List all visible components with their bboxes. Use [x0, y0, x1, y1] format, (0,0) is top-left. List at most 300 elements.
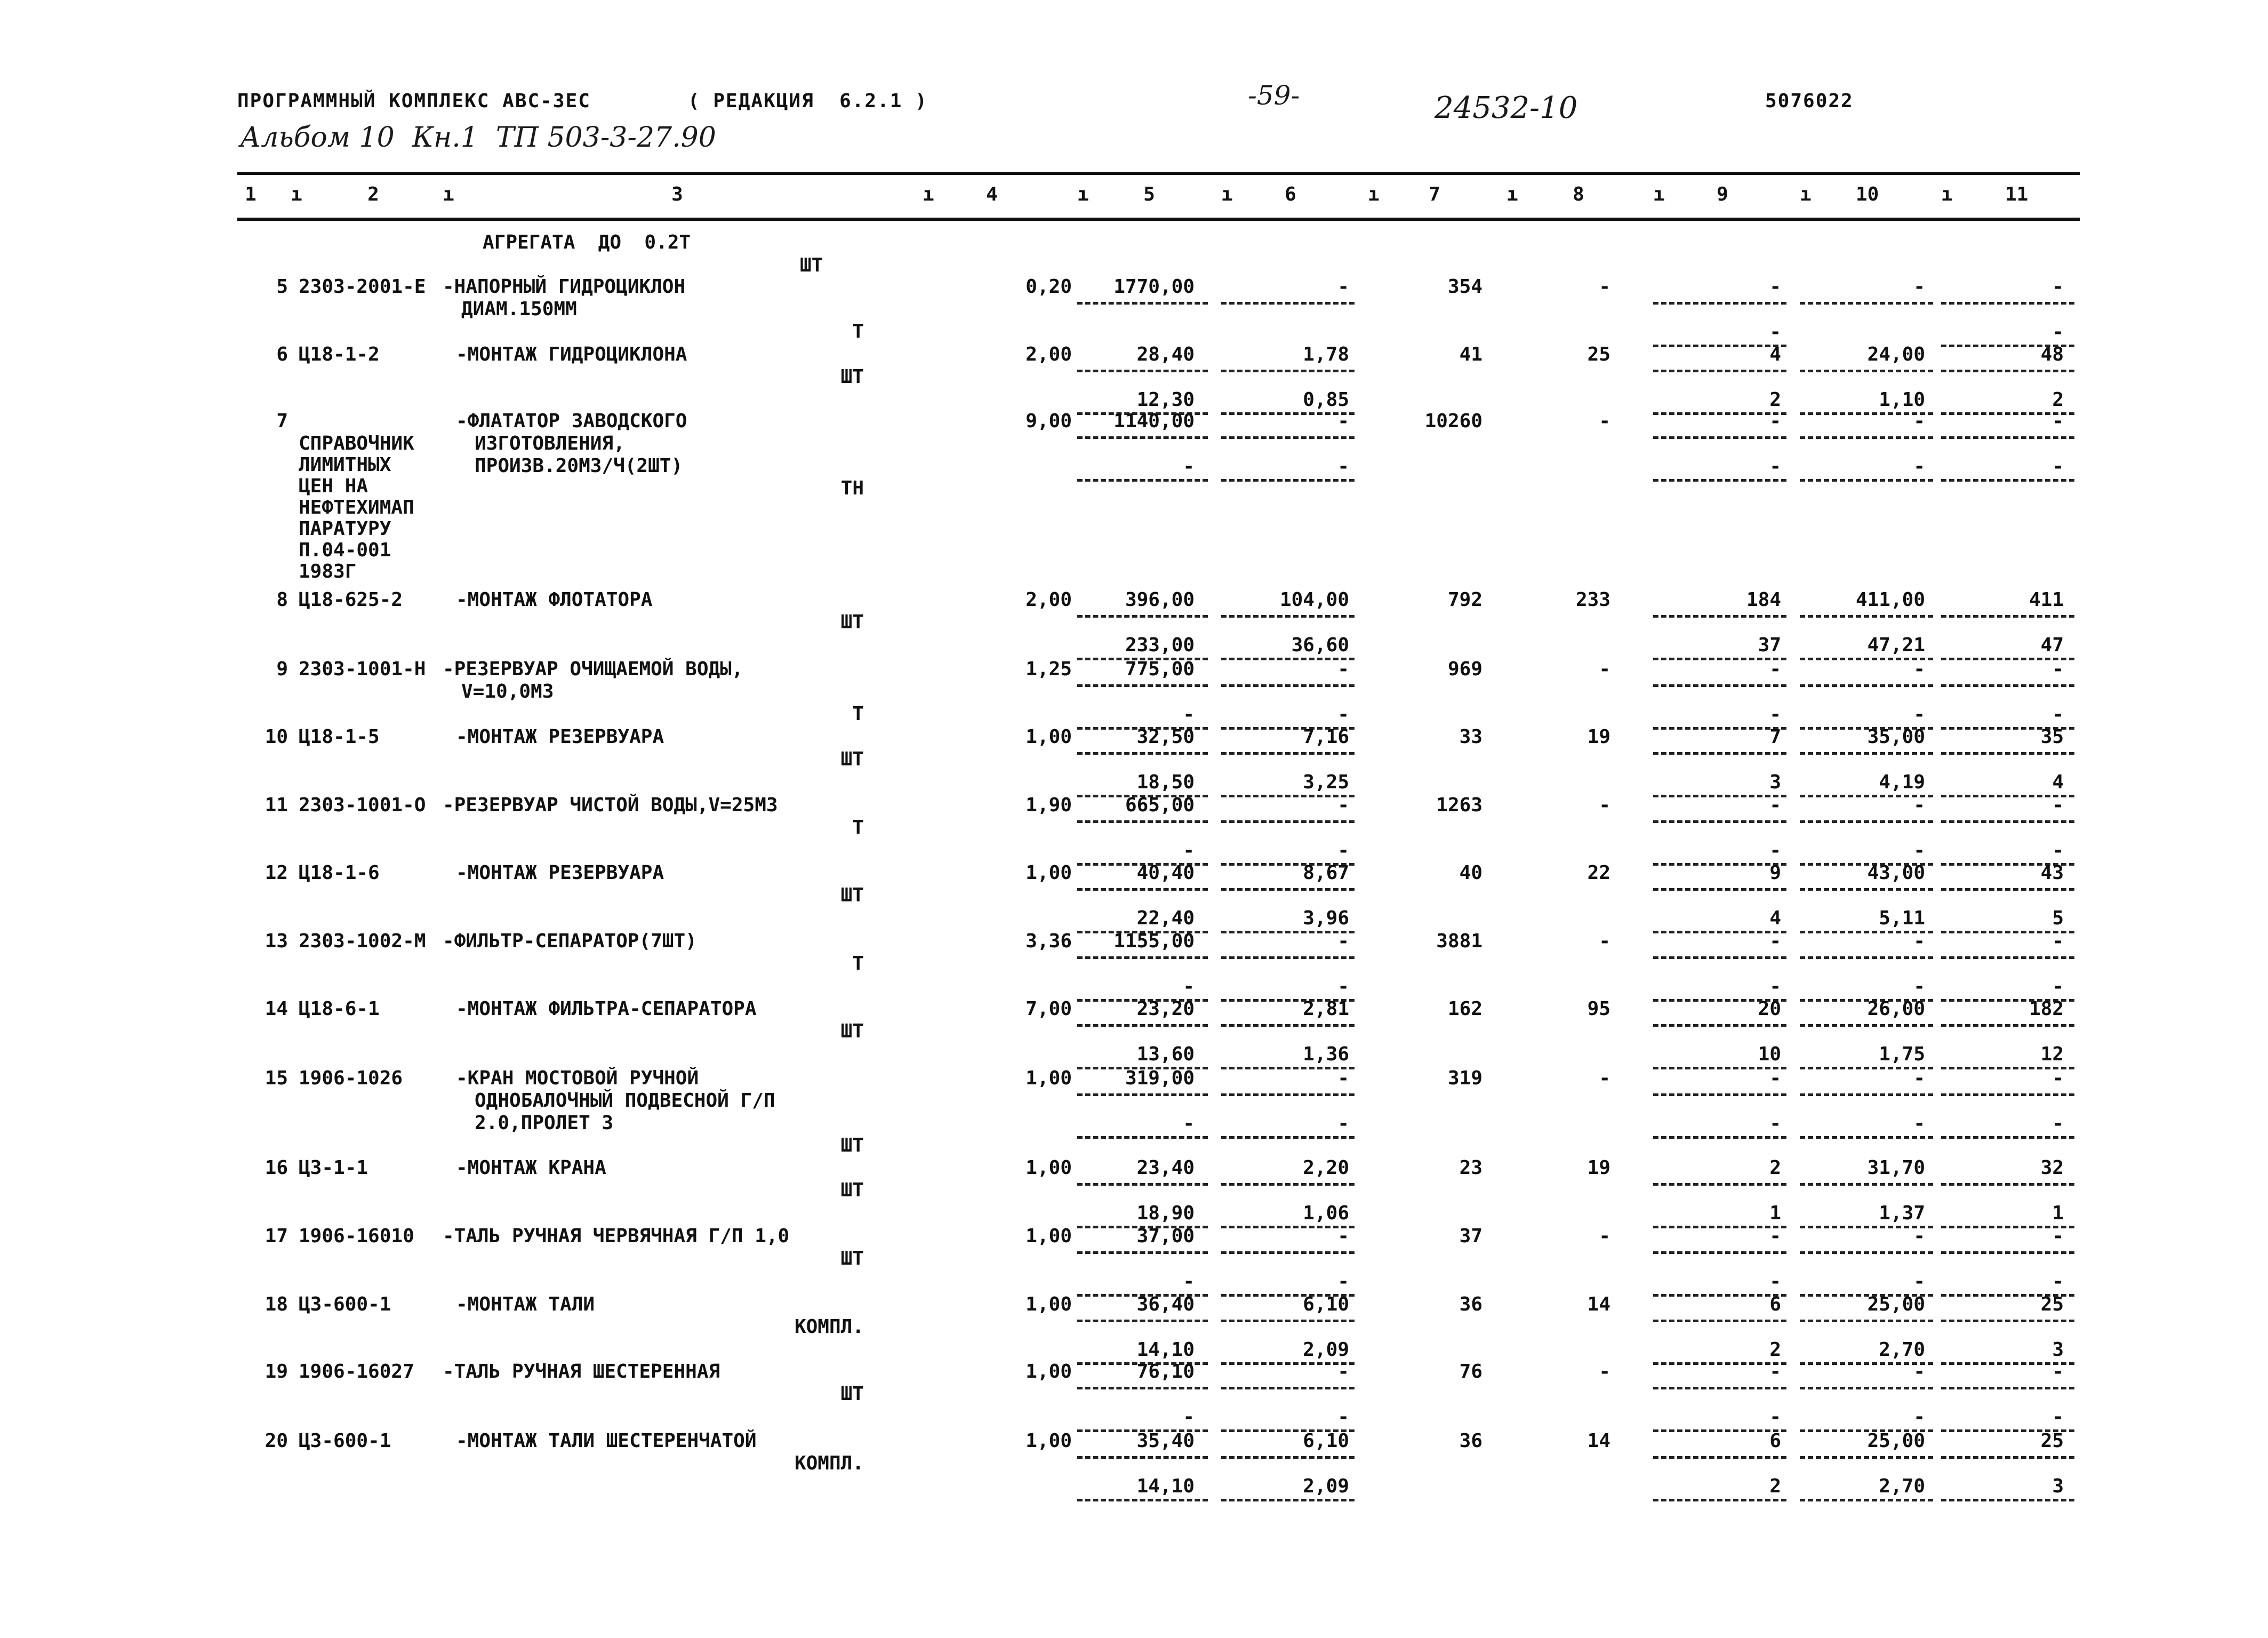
row-sub-s10: - — [1913, 1113, 1925, 1134]
subtotal-rule — [1221, 1499, 1355, 1501]
row-c7: 33 — [1459, 726, 1482, 748]
subtotal-rule — [1221, 684, 1355, 687]
row-sub-s9: - — [1769, 840, 1781, 861]
row-sub-s6: - — [1337, 840, 1349, 861]
column-separator: ı — [923, 183, 934, 205]
row-c8: 14 — [1587, 1293, 1610, 1315]
row-c7: 319 — [1447, 1067, 1482, 1089]
subtotal-rule — [1941, 888, 2074, 891]
row-c8: - — [1599, 276, 1610, 298]
subtotal-rule — [1077, 1499, 1208, 1501]
row-sub-s6: 2,09 — [1303, 1339, 1349, 1361]
row-c6: - — [1337, 794, 1349, 816]
row-sub-s6: 36,60 — [1291, 634, 1349, 656]
row-c11: 35 — [2040, 726, 2064, 748]
subtotal-rule — [1653, 1499, 1786, 1501]
row-sub-s11: - — [2052, 1113, 2064, 1134]
subtotal-rule — [1653, 1320, 1786, 1322]
column-header-8: 8 — [1573, 183, 1584, 205]
row-sub-s5: 233,00 — [1125, 634, 1195, 656]
row-sub-s6: - — [1337, 1113, 1349, 1134]
row-c5: 775,00 — [1125, 658, 1195, 680]
subtotal-rule — [1800, 820, 1933, 823]
row-sub-s10: - — [1913, 1271, 1925, 1292]
subtotal-rule — [1800, 1251, 1933, 1254]
row-sub-s10: 1,37 — [1879, 1202, 1925, 1224]
row-sub-s9: - — [1769, 976, 1781, 997]
row-code: 2303-1001-Н — [299, 658, 426, 680]
column-header-10: 10 — [1856, 183, 1879, 205]
row-sub-s5: 14,10 — [1136, 1339, 1195, 1361]
row-c6: 8,67 — [1303, 862, 1349, 884]
row-unit: ШТ — [840, 1248, 864, 1269]
row-sub-s11: 1 — [2052, 1202, 2064, 1224]
subtotal-rule — [1077, 1136, 1208, 1139]
row-c10: 24,00 — [1867, 343, 1925, 365]
row-sub-s5: - — [1183, 1406, 1195, 1428]
subtotal-rule — [1800, 1387, 1933, 1389]
row-c6: - — [1337, 410, 1349, 432]
row-sub-s9: 2 — [1769, 1339, 1781, 1361]
row7-source-line: ЛИМИТНЫХ — [299, 454, 391, 476]
row-c5: 396,00 — [1125, 589, 1195, 611]
row-c7: 37 — [1459, 1225, 1482, 1247]
row-c8: 95 — [1587, 998, 1610, 1020]
row-c7: 1263 — [1436, 794, 1482, 816]
table-top-rule — [237, 172, 2080, 175]
row-name-line: -КРАН МОСТОВОЙ РУЧНОЙ — [456, 1067, 699, 1089]
row-c7: 36 — [1459, 1430, 1482, 1452]
row-c11: - — [2052, 1225, 2064, 1247]
row-c9: 4 — [1769, 343, 1781, 365]
row-c9: 184 — [1746, 589, 1781, 611]
row-unit: Т — [852, 321, 864, 342]
row-c11: 43 — [2040, 862, 2064, 884]
row-sub-s9: - — [1769, 1406, 1781, 1428]
row-name-line: -ФЛАТАТОР ЗАВОДСКОГО — [456, 410, 687, 432]
row-c10: - — [1913, 658, 1925, 680]
row-sub-s11: - — [2052, 1271, 2064, 1292]
row-code: Ц18-1-6 — [299, 862, 380, 884]
subtotal-rule — [1077, 820, 1208, 823]
row-name-line: ПРОИЗВ.20М3/Ч(2ШТ) — [475, 455, 683, 477]
subtotal-rule — [1077, 888, 1208, 891]
row-qty: 1,25 — [1025, 658, 1072, 680]
row-number: 10 — [265, 726, 288, 748]
document-code: 5076022 — [1765, 90, 1854, 112]
row-c5: 23,40 — [1136, 1157, 1195, 1179]
row-code: Ц18-1-5 — [299, 726, 380, 748]
column-header-5: 5 — [1143, 183, 1155, 205]
row-c7: 354 — [1447, 276, 1482, 298]
subtotal-rule — [1221, 1251, 1355, 1254]
subtotal-rule — [1941, 370, 2074, 372]
row-unit: ШТ — [840, 1179, 864, 1201]
row-code: 1906-1026 — [299, 1067, 403, 1089]
row-qty: 1,00 — [1025, 1067, 1072, 1089]
row-c8: 19 — [1587, 726, 1610, 748]
row-number: 14 — [265, 998, 288, 1020]
row-c11: 182 — [2029, 998, 2064, 1020]
row-sub-s9: 2 — [1769, 1475, 1781, 1497]
row-sub-s9: - — [1769, 456, 1781, 477]
row7-source-line: ЦЕН НА — [299, 475, 368, 497]
row-c8: - — [1599, 1067, 1610, 1089]
row-sub-s11: - — [2052, 976, 2064, 997]
subtotal-rule — [1653, 479, 1786, 482]
subtotal-rule — [1800, 1136, 1933, 1139]
subtotal-rule — [1221, 479, 1355, 482]
row-sub-s6: 1,36 — [1303, 1043, 1349, 1065]
row-c5: 665,00 — [1125, 794, 1195, 816]
row-c11: - — [2052, 1067, 2064, 1089]
subtotal-rule — [1941, 1320, 2074, 1322]
row-sub-s10: 1,10 — [1879, 389, 1925, 411]
row-c8: 25 — [1587, 343, 1610, 365]
row-sub-s6: - — [1337, 976, 1349, 997]
subtotal-rule — [1221, 888, 1355, 891]
row-sub-s10: 2,70 — [1879, 1475, 1925, 1497]
row-name-line: -РЕЗЕРВУАР ОЧИЩАЕМОЙ ВОДЫ, — [443, 658, 743, 680]
row-qty: 1,00 — [1025, 1225, 1072, 1247]
row-number: 17 — [265, 1225, 288, 1247]
row-qty: 2,00 — [1025, 589, 1072, 611]
subtotal-rule — [1653, 888, 1786, 891]
row-c11: 32 — [2040, 1157, 2064, 1179]
row-sub-s9: 2 — [1769, 389, 1781, 411]
subtotal-rule — [1653, 1024, 1786, 1027]
row-c6: 6,10 — [1303, 1293, 1349, 1315]
row-name-line: ДИАМ.150ММ — [461, 298, 577, 320]
row-name-line: -ТАЛЬ РУЧНАЯ ЧЕРВЯЧНАЯ Г/П 1,0 — [443, 1225, 790, 1247]
row-sub-s9: - — [1769, 1271, 1781, 1292]
row-sub-s11: 4 — [2052, 771, 2064, 793]
row-sub-s5: - — [1183, 1271, 1195, 1292]
row-sub-s11: - — [2052, 840, 2064, 861]
row-c9: - — [1769, 658, 1781, 680]
row-c6: - — [1337, 1225, 1349, 1247]
subtotal-rule — [1800, 752, 1933, 755]
program-title: ПРОГРАММНЫЙ КОМПЛЕКС АВС-ЗЕС — [237, 90, 591, 112]
subtotal-rule — [1800, 956, 1933, 959]
row7-source-line: СПРАВОЧНИК — [299, 433, 414, 454]
subtotal-rule — [1221, 1456, 1355, 1459]
row-sub-s9: 1 — [1769, 1202, 1781, 1224]
row-unit: КОМПЛ. — [794, 1452, 864, 1474]
subtotal-rule — [1941, 1251, 2074, 1254]
row-c10: - — [1913, 410, 1925, 432]
subtotal-rule — [1941, 1456, 2074, 1459]
row-c9: - — [1769, 1361, 1781, 1383]
row-qty: 1,00 — [1025, 1293, 1072, 1315]
row-number: 7 — [276, 410, 288, 432]
subtotal-rule — [1653, 820, 1786, 823]
row-c10: - — [1913, 276, 1925, 298]
subtotal-rule — [1800, 1024, 1933, 1027]
row-sub-s10: 1,75 — [1879, 1043, 1925, 1065]
row-sub-s11: 47 — [2040, 634, 2064, 656]
row-number: 13 — [265, 930, 288, 952]
row-number: 15 — [265, 1067, 288, 1089]
row-c9: 2 — [1769, 1157, 1781, 1179]
row-sub-s5: 14,10 — [1136, 1475, 1195, 1497]
row7-source-line: ПАРАТУРУ — [299, 518, 391, 540]
subtotal-rule — [1653, 956, 1786, 959]
row-sub-s5: - — [1183, 976, 1195, 997]
row-sub-s11: - — [2052, 704, 2064, 725]
row-c5: 76,10 — [1136, 1361, 1195, 1383]
row-c5: 40,40 — [1136, 862, 1195, 884]
row-sub-s9: 37 — [1758, 634, 1781, 656]
row-c5: 32,50 — [1136, 726, 1195, 748]
row-sub-s5: - — [1183, 456, 1195, 477]
row-qty: 1,00 — [1025, 1157, 1072, 1179]
row-name-line: -ФИЛЬТР-СЕПАРАТОР(7ШТ) — [443, 930, 697, 952]
row-name-line: -МОНТАЖ ТАЛИ — [456, 1293, 595, 1315]
row-code: 2303-2001-Е — [299, 276, 426, 298]
subtotal-rule — [1653, 1093, 1786, 1096]
row-c8: 19 — [1587, 1157, 1610, 1179]
row-c10: - — [1913, 1225, 1925, 1247]
column-separator: ı — [443, 183, 454, 205]
row-c7: 3881 — [1436, 930, 1482, 952]
row-qty: 1,00 — [1025, 1361, 1072, 1383]
subtotal-rule — [1941, 1093, 2074, 1096]
row-c9: 7 — [1769, 726, 1781, 748]
row-number: 11 — [265, 794, 288, 816]
subtotal-rule — [1941, 684, 2074, 687]
subtotal-rule — [1941, 302, 2074, 305]
row-c8: - — [1599, 794, 1610, 816]
edition-label: ( РЕДАКЦИЯ 6.2.1 ) — [688, 90, 928, 112]
row-sub-s5: 18,90 — [1136, 1202, 1195, 1224]
row7-source-line: НЕФТЕХИМАП — [299, 497, 414, 518]
row-sub-s9: - — [1769, 321, 1781, 343]
subtotal-rule — [1653, 1183, 1786, 1186]
row-sub-s10: - — [1913, 704, 1925, 725]
row-code: 2303-1001-О — [299, 794, 426, 816]
row-unit: ШТ — [840, 1020, 864, 1042]
row-sub-s5: - — [1183, 840, 1195, 861]
subtotal-rule — [1077, 479, 1208, 482]
row-sub-s10: - — [1913, 1406, 1925, 1428]
row-unit: Т — [852, 953, 864, 974]
row-c8: - — [1599, 410, 1610, 432]
row-c9: - — [1769, 1225, 1781, 1247]
subtotal-rule — [1077, 1251, 1208, 1254]
document-number: 24532-10 — [1434, 91, 1578, 125]
column-header-1: 1 — [245, 183, 257, 205]
row-c10: 43,00 — [1867, 862, 1925, 884]
subtotal-rule — [1800, 1456, 1933, 1459]
row-name-line: -МОНТАЖ РЕЗЕРВУАРА — [456, 862, 664, 884]
row-sub-s10: - — [1913, 840, 1925, 861]
row-sub-s10: 4,19 — [1879, 771, 1925, 793]
column-header-4: 4 — [986, 183, 998, 205]
row-unit: Т — [852, 817, 864, 838]
subtotal-rule — [1800, 1093, 1933, 1096]
column-header-11: 11 — [2005, 183, 2029, 205]
row-name-line: 2.0,ПРОЛЕТ 3 — [475, 1112, 614, 1134]
row-c9: 20 — [1758, 998, 1781, 1020]
subtotal-rule — [1077, 1183, 1208, 1186]
row-qty: 0,20 — [1025, 276, 1072, 298]
row-c9: 6 — [1769, 1293, 1781, 1315]
column-separator: ı — [1653, 183, 1665, 205]
row-unit: ШТ — [840, 366, 864, 388]
row-c9: 9 — [1769, 862, 1781, 884]
row-number: 6 — [276, 343, 288, 365]
row-c9: - — [1769, 1067, 1781, 1089]
page-number: -59- — [1248, 80, 1300, 111]
column-separator: ı — [291, 183, 302, 205]
row-name-line: -МОНТАЖ ФЛОТАТОРА — [456, 589, 653, 611]
row-sub-s6: - — [1337, 1406, 1349, 1428]
subtotal-rule — [1653, 684, 1786, 687]
row-number: 8 — [276, 589, 288, 611]
row-sub-s10: 5,11 — [1879, 907, 1925, 929]
subtotal-rule — [1800, 302, 1933, 305]
row-sub-s9: 4 — [1769, 907, 1781, 929]
row-c10: - — [1913, 1361, 1925, 1383]
row-c6: 104,00 — [1279, 589, 1349, 611]
subtotal-rule — [1077, 1387, 1208, 1389]
subtotal-rule — [1800, 1320, 1933, 1322]
subtotal-rule — [1077, 752, 1208, 755]
column-separator: ı — [1221, 183, 1233, 205]
row-name-line: ИЗГОТОВЛЕНИЯ, — [475, 433, 625, 454]
row-c10: 35,00 — [1867, 726, 1925, 748]
row-sub-s11: - — [2052, 321, 2064, 343]
row-sub-s9: - — [1769, 1113, 1781, 1134]
row-c10: 26,00 — [1867, 998, 1925, 1020]
row-c10: - — [1913, 1067, 1925, 1089]
row-name-line: -РЕЗЕРВУАР ЧИСТОЙ ВОДЫ,V=25М3 — [443, 794, 778, 816]
subtotal-rule — [1077, 1093, 1208, 1096]
subtotal-rule — [1221, 1387, 1355, 1389]
subtotal-rule — [1077, 615, 1208, 618]
row-unit: ШТ — [840, 611, 864, 633]
row-qty: 1,90 — [1025, 794, 1072, 816]
row-c8: - — [1599, 658, 1610, 680]
row-number: 12 — [265, 862, 288, 884]
row-c10: 25,00 — [1867, 1293, 1925, 1315]
subtotal-rule — [1941, 1183, 2074, 1186]
row-sub-s11: 12 — [2040, 1043, 2064, 1065]
column-header-3: 3 — [671, 183, 683, 205]
row7-source-line: П.04-001 — [299, 539, 391, 561]
row-code: Ц3-600-1 — [299, 1293, 391, 1315]
row-c8: 14 — [1587, 1430, 1610, 1452]
row-name-line: V=10,0М3 — [461, 681, 554, 702]
column-header-9: 9 — [1717, 183, 1728, 205]
row-sub-s5: - — [1183, 1113, 1195, 1134]
row-name-line: -МОНТАЖ ФИЛЬТРА-СЕПАРАТОРА — [456, 998, 757, 1020]
table-header-rule — [237, 218, 2080, 221]
subtotal-rule — [1221, 820, 1355, 823]
row-c9: 6 — [1769, 1430, 1781, 1452]
row-name-line: -МОНТАЖ ГИДРОЦИКЛОНА — [456, 343, 687, 365]
column-separator: ı — [1800, 183, 1812, 205]
row-sub-s5: 22,40 — [1136, 907, 1195, 929]
row-sub-s11: 3 — [2052, 1339, 2064, 1361]
row-unit: Т — [852, 703, 864, 725]
continued-unit: ШТ — [800, 254, 823, 276]
row-c9: - — [1769, 794, 1781, 816]
subtotal-rule — [1221, 1093, 1355, 1096]
row-c7: 36 — [1459, 1293, 1482, 1315]
row-qty: 1,00 — [1025, 1430, 1072, 1452]
row-sub-s5: 13,60 — [1136, 1043, 1195, 1065]
row-unit: КОМПЛ. — [794, 1316, 864, 1338]
subtotal-rule — [1941, 1387, 2074, 1389]
row-sub-s11: 3 — [2052, 1475, 2064, 1497]
subtotal-rule — [1221, 752, 1355, 755]
row-sub-s11: 5 — [2052, 907, 2064, 929]
row-name-line: -ТАЛЬ РУЧНАЯ ШЕСТЕРЕННАЯ — [443, 1361, 720, 1383]
row-c10: 31,70 — [1867, 1157, 1925, 1179]
row-unit: ШТ — [840, 1134, 864, 1156]
row-c5: 1140,00 — [1113, 410, 1195, 432]
subtotal-rule — [1941, 956, 2074, 959]
subtotal-rule — [1077, 1456, 1208, 1459]
column-separator: ı — [1077, 183, 1089, 205]
subtotal-rule — [1077, 436, 1208, 439]
row-code: 2303-1002-М — [299, 930, 426, 952]
row-c6: 2,20 — [1303, 1157, 1349, 1179]
subtotal-rule — [1800, 615, 1933, 618]
subtotal-rule — [1653, 1456, 1786, 1459]
subtotal-rule — [1221, 615, 1355, 618]
row-sub-s10: - — [1913, 976, 1925, 997]
row-sub-s11: - — [2052, 456, 2064, 477]
row-c9: - — [1769, 930, 1781, 952]
row-c7: 41 — [1459, 343, 1482, 365]
subtotal-rule — [1941, 436, 2074, 439]
album-reference: Альбом 10 Кн.1 ТП 503-3-27.90 — [240, 122, 716, 154]
subtotal-rule — [1221, 1024, 1355, 1027]
row-sub-s6: 3,96 — [1303, 907, 1349, 929]
row-c10: 25,00 — [1867, 1430, 1925, 1452]
row-number: 19 — [265, 1361, 288, 1383]
row-c11: 25 — [2040, 1293, 2064, 1315]
row-sub-s5: 18,50 — [1136, 771, 1195, 793]
continued-text: АГРЕГАТА ДО 0.2Т — [483, 231, 691, 253]
row-c11: 411 — [2029, 589, 2064, 611]
subtotal-rule — [1077, 1320, 1208, 1322]
row-c11: - — [2052, 410, 2064, 432]
row-sub-s6: 2,09 — [1303, 1475, 1349, 1497]
row-sub-s9: - — [1769, 704, 1781, 725]
row-c8: - — [1599, 930, 1610, 952]
row-name-line: -МОНТАЖ ТАЛИ ШЕСТЕРЕНЧАТОЙ — [456, 1430, 757, 1452]
row-c7: 792 — [1447, 589, 1482, 611]
row-c11: 48 — [2040, 343, 2064, 365]
subtotal-rule — [1800, 370, 1933, 372]
row-c5: 35,40 — [1136, 1430, 1195, 1452]
row-c6: 6,10 — [1303, 1430, 1349, 1452]
row-code: Ц3-1-1 — [299, 1157, 368, 1179]
row-code: 1906-16027 — [299, 1361, 414, 1383]
row-number: 20 — [265, 1430, 288, 1452]
subtotal-rule — [1653, 370, 1786, 372]
row-c6: 2,81 — [1303, 998, 1349, 1020]
row-qty: 9,00 — [1025, 410, 1072, 432]
row-c11: - — [2052, 794, 2064, 816]
subtotal-rule — [1221, 1183, 1355, 1186]
row-number: 5 — [276, 276, 288, 298]
row-sub-s9: 3 — [1769, 771, 1781, 793]
